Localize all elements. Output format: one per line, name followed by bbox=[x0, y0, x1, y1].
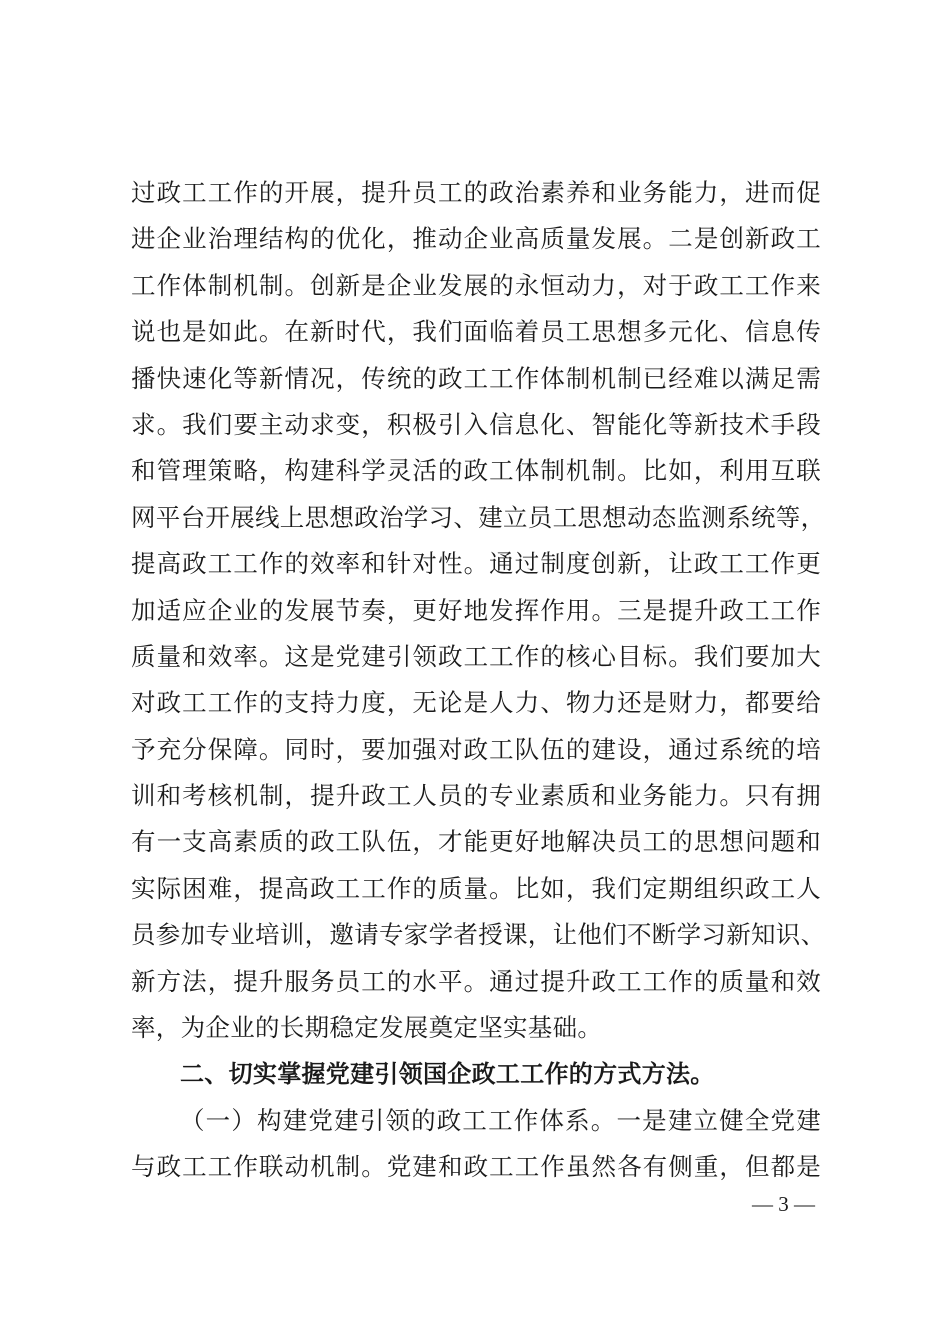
text-line: 加适应企业的发展节奏，更好地发挥作用。三是提升政工工作 bbox=[131, 595, 821, 625]
text-line: 训和考核机制，提升政工人员的专业素质和业务能力。只有拥 bbox=[131, 781, 821, 811]
text-line: 率，为企业的长期稳定发展奠定坚实基础。 bbox=[131, 1013, 603, 1043]
text-line: 对政工工作的支持力度，无论是人力、物力还是财力，都要给 bbox=[131, 688, 821, 718]
text-line: 提高政工工作的效率和针对性。通过制度创新，让政工工作更 bbox=[131, 549, 821, 579]
text-line: 实际困难，提高政工工作的质量。比如，我们定期组织政工人 bbox=[131, 873, 821, 903]
text-line: 质量和效率。这是党建引领政工工作的核心目标。我们要加大 bbox=[131, 641, 821, 671]
text-line: 网平台开展线上思想政治学习、建立员工思想动态监测系统等， bbox=[131, 502, 826, 532]
text-line: 予充分保障。同时，要加强对政工队伍的建设，通过系统的培 bbox=[131, 734, 821, 764]
text-line: 播快速化等新情况，传统的政工工作体制机制已经难以满足需 bbox=[131, 363, 821, 393]
text-line: 员参加专业培训，邀请专家学者授课，让他们不断学习新知识、 bbox=[131, 920, 826, 950]
section-heading: 二、切实掌握党建引领国企政工工作的方式方法。 bbox=[180, 1060, 715, 1089]
text-line: 新方法，提升服务员工的水平。通过提升政工工作的质量和效 bbox=[131, 966, 821, 996]
page-number: — 3 — bbox=[752, 1192, 815, 1216]
text-line: 进企业治理结构的优化，推动企业高质量发展。二是创新政工 bbox=[131, 224, 821, 254]
text-line: 求。我们要主动求变，积极引入信息化、智能化等新技术手段 bbox=[131, 409, 821, 439]
text-line: 说也是如此。在新时代，我们面临着员工思想多元化、信息传 bbox=[131, 317, 821, 347]
text-line: 工作体制机制。创新是企业发展的永恒动力，对于政工工作来 bbox=[131, 270, 821, 300]
subsection-line: （一）构建党建引领的政工工作体系。一是建立健全党建 bbox=[180, 1105, 821, 1135]
text-line: 过政工工作的开展，提升员工的政治素养和业务能力，进而促 bbox=[131, 178, 821, 207]
body-text bbox=[131, 170, 826, 1191]
text-line: 有一支高素质的政工队伍，才能更好地解决员工的思想问题和 bbox=[131, 827, 821, 857]
subsection-line: 与政工工作联动机制。党建和政工工作虽然各有侧重，但都是 bbox=[131, 1152, 821, 1182]
text-line: 和管理策略，构建科学灵活的政工体制机制。比如，利用互联 bbox=[131, 456, 821, 486]
